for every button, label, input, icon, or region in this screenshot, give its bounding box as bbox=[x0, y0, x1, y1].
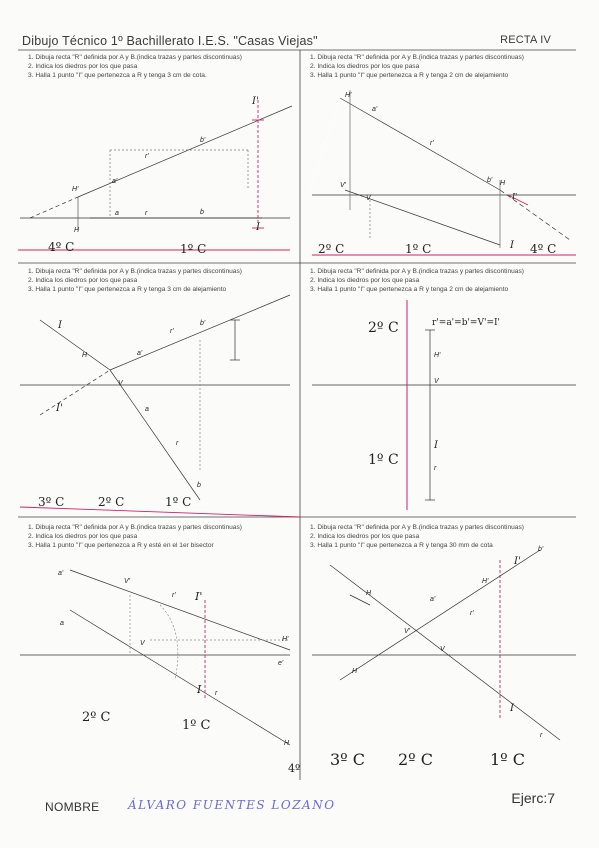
panel-4-label-r: r bbox=[434, 465, 437, 472]
panel-3-label-a1: a' bbox=[137, 350, 143, 357]
panel-2-line-2: 2. Indica los diedros por los que pasa bbox=[310, 63, 420, 70]
panel-3-label-v: V bbox=[118, 380, 123, 387]
panel-4-line-2: 2. Indica los diedros por los que pasa bbox=[310, 277, 420, 284]
panel-6-dihedral-b: 2º C bbox=[398, 750, 434, 769]
panel-2-label-r1: r' bbox=[430, 140, 434, 147]
panel-1-dihedral-b: 1º C bbox=[180, 242, 207, 256]
panel-3-label-h: H bbox=[82, 352, 88, 359]
panel-6-dihedral-c: 1º C bbox=[490, 750, 526, 769]
panel-4-line-1: 1. Dibuja recta "R" definida por A y B.(indica trazas y partes discontinuas) bbox=[310, 268, 524, 275]
panel-6-label-b1: b' bbox=[538, 546, 544, 553]
panel-3-dihedral-c: 1º C bbox=[165, 495, 192, 509]
panel-2-dihedral-a: 2º C bbox=[318, 242, 345, 256]
panel-2-label-a1: a' bbox=[372, 106, 378, 113]
panel-6-label-r1: r' bbox=[470, 610, 474, 617]
panel-4-label-h1: H' bbox=[434, 352, 441, 359]
panel-5-label-e1: e' bbox=[278, 660, 284, 667]
panel-5-label-h1: H' bbox=[282, 636, 289, 643]
panel-3-label-i: I bbox=[58, 320, 62, 331]
panel-5-line-2: 2. Indica los diedros por los que pasa bbox=[28, 533, 138, 540]
name-label: NOMBRE bbox=[45, 800, 100, 814]
exercise-number: Ejerc:7 bbox=[511, 790, 555, 806]
panel-4-dihedral-a: 2º C bbox=[368, 320, 399, 336]
panel-5-label-i1: I' bbox=[195, 590, 203, 603]
panel-4-coincident-label: r'=a'=b'=V'=I' bbox=[432, 318, 501, 328]
panel-2-line-1: 1. Dibuja recta "R" definida por A y B.(indica trazas y partes discontinuas) bbox=[310, 54, 524, 61]
panel-2-label-i: I bbox=[510, 240, 514, 251]
panel-2-line-3: 3. Halla 1 punto "I" que pertenezca a R y tenga 2 cm de alejamiento bbox=[310, 72, 509, 79]
panel-5-line-3: 3. Halla 1 punto "I" que pertenezca a R y esté en el 1er bisector bbox=[28, 542, 214, 549]
sheet-title: Dibujo Técnico 1º Bachillerato I.E.S. "Casas Viejas" bbox=[22, 34, 318, 48]
panel-4-label-v: V bbox=[434, 378, 439, 385]
panel-6-line-3: 3. Halla 1 punto "I" que pertenezca a R y tenga 30 mm de cota bbox=[310, 542, 493, 549]
panel-4-label-i: I bbox=[434, 440, 438, 451]
panel-2-label-v1: V' bbox=[340, 182, 347, 189]
panel-6-label-r: r bbox=[540, 732, 543, 739]
panel-5-label-r: r bbox=[215, 690, 218, 697]
panel-3-label-b: b bbox=[197, 482, 201, 489]
panel-5-dihedral-c: 4º bbox=[288, 762, 301, 775]
panel-2-label-b1: b' bbox=[487, 177, 493, 184]
panel-5-dihedral-a: 2º C bbox=[82, 710, 111, 725]
panel-6-dihedral-a: 3º C bbox=[330, 750, 366, 769]
panel-6-label-h2: H bbox=[352, 668, 358, 675]
panel-1-label-h1: H' bbox=[72, 186, 79, 193]
panel-1-label-a1: a' bbox=[112, 178, 118, 185]
panel-6-label-v: V bbox=[440, 646, 445, 653]
panel-2-dihedral-c: 4º C bbox=[530, 242, 557, 256]
panel-1-label-b1: b' bbox=[200, 137, 206, 144]
panel-6-line-1: 1. Dibuja recta "R" definida por A y B.(indica trazas y partes discontinuas) bbox=[310, 524, 524, 531]
panel-3-label-r: r bbox=[176, 440, 179, 447]
panel-6-line-2: 2. Indica los diedros por los que pasa bbox=[310, 533, 420, 540]
panel-4-dihedral-b: 1º C bbox=[368, 452, 399, 468]
panel-5-dihedral-b: 1º C bbox=[182, 718, 211, 733]
panel-5-label-v1: V' bbox=[124, 578, 131, 585]
panel-3-line-3: 3. Halla 1 punto "I" que pertenezca a R y tenga 3 cm de alejamiento bbox=[28, 286, 227, 293]
panel-3-label-r1: r' bbox=[170, 328, 174, 335]
panel-6-label-i1: I' bbox=[514, 556, 521, 567]
panel-6-label-h: H bbox=[366, 590, 372, 597]
panel-5-label-i: I bbox=[197, 683, 202, 696]
panel-1-line-3: 3. Halla 1 punto "I" que pertenezca a R y tenga 3 cm de cota. bbox=[28, 72, 207, 79]
panel-3-dihedral-b: 2º C bbox=[98, 495, 125, 509]
panel-6-label-a1: a' bbox=[430, 596, 436, 603]
panel-1-label-r: r bbox=[145, 210, 148, 217]
panel-1-line-2: 2. Indica los diedros por los que pasa bbox=[28, 63, 138, 70]
panel-1-label-h: H bbox=[74, 227, 80, 234]
panel-5-line-1: 1. Dibuja recta "R" definida por A y B.(indica trazas y partes discontinuas) bbox=[28, 524, 242, 531]
panel-3-line-2: 2. Indica los diedros por los que pasa bbox=[28, 277, 138, 284]
panel-6-label-i: I bbox=[510, 703, 514, 714]
panel-1-label-i1: I' bbox=[252, 96, 259, 107]
panel-2-label-h1: H' bbox=[345, 92, 352, 99]
panel-3-label-b1: b' bbox=[200, 320, 206, 327]
panel-3-line-1: 1. Dibuja recta "R" definida por A y B.(indica trazas y partes discontinuas) bbox=[28, 268, 242, 275]
panel-1-line-1: 1. Dibuja recta "R" definida por A y B.(indica trazas y partes discontinuas) bbox=[28, 54, 242, 61]
panel-2-label-i1: I' bbox=[512, 192, 518, 201]
panel-2-label-h: H bbox=[500, 180, 506, 187]
panel-3-dihedral-a: 3º C bbox=[38, 495, 65, 509]
panel-3-label-i1: I' bbox=[56, 403, 63, 414]
student-name: ÁLVARO FUENTES LOZANO bbox=[128, 798, 336, 812]
panel-1-dihedral-a: 4º C bbox=[48, 240, 75, 254]
panel-5-label-h: H bbox=[284, 740, 290, 747]
panel-3-label-a: a bbox=[145, 406, 149, 413]
panel-6-label-v1: V' bbox=[404, 628, 411, 635]
panel-5-label-a1: a' bbox=[58, 570, 64, 577]
panel-1-label-r1: r' bbox=[145, 153, 149, 160]
panel-4-line-3: 3. Halla 1 punto "I" que pertenezca a R y tenga 2 cm de alejamiento bbox=[310, 286, 509, 293]
panel-1-label-b: b bbox=[200, 209, 204, 216]
panel-6-label-h1: H' bbox=[482, 578, 489, 585]
panel-2-label-v: V bbox=[366, 195, 371, 202]
panel-2-dihedral-b: 1º C bbox=[405, 242, 432, 256]
panel-1-label-i: I bbox=[256, 222, 260, 233]
sheet-tag: RECTA IV bbox=[500, 34, 551, 46]
panel-5-label-a: a bbox=[60, 620, 64, 627]
panel-5-label-r1: r' bbox=[172, 592, 176, 599]
panel-1-label-a: a bbox=[115, 210, 119, 217]
panel-5-label-v: V bbox=[140, 640, 145, 647]
